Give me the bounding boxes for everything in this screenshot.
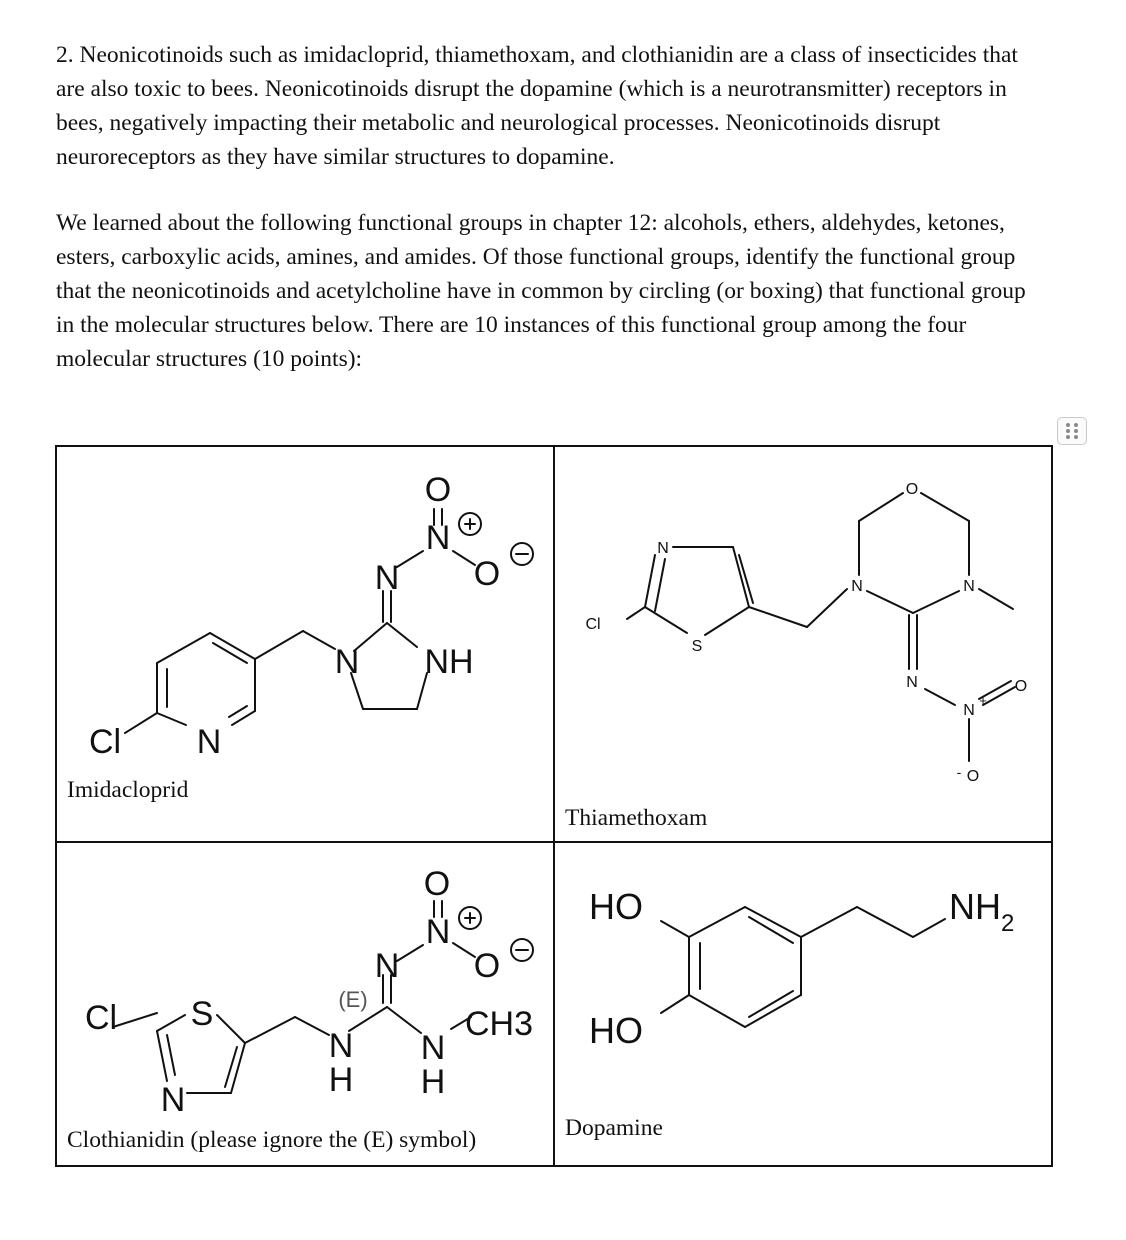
dopamine-amine-nh: NH	[949, 886, 1001, 927]
thiamethoxam-chlorine: Cl	[585, 616, 601, 633]
imidacloprid-oxygen-top: O	[424, 471, 452, 509]
imidacloprid-ring-nitrogen: N	[334, 643, 360, 681]
imidacloprid-oxygen-right: O	[473, 555, 501, 593]
clothianidin-thiazole-nitrogen: N	[160, 1081, 186, 1119]
imidacloprid-chlorine: Cl	[88, 723, 122, 761]
thiamethoxam-cell	[554, 446, 1052, 842]
clothianidin-h-left: H	[328, 1061, 354, 1099]
thiamethoxam-ring-nitrogen-left: N	[851, 578, 863, 595]
dopamine-amine	[949, 886, 1014, 937]
clothianidin-chlorine: Cl	[84, 999, 118, 1037]
drag-handle-icon[interactable]	[1057, 417, 1087, 445]
thiamethoxam-imine-nitrogen: N	[906, 674, 918, 691]
clothianidin-cell	[56, 842, 554, 1166]
thiamethoxam-structure	[555, 447, 1051, 841]
dopamine-caption: Dopamine	[565, 1115, 663, 1141]
clothianidin-sulfur: S	[190, 995, 214, 1033]
imidacloprid-nitro-nitrogen: N	[425, 519, 451, 557]
clothianidin-structure	[57, 843, 553, 1165]
thiamethoxam-caption: Thiamethoxam	[565, 805, 708, 831]
question-paragraph-2: We learned about the following functional groups in chapter 12: alcohols, ethers, aldehydes, ketones, esters, carboxylic acids, amines, and amides. Of those functional groups, identify the functional group that the neonicotinoids and acetylcholine have in common by circling (or boxing) that functional group in the molecular structures below. There are 10 instances of this functional group among the four molecular structures (10 points):	[56, 210, 1026, 372]
imidacloprid-cell	[56, 446, 554, 842]
thiamethoxam-oxygen-single: O	[966, 768, 980, 785]
dopamine-amine-subscript: 2	[1001, 910, 1015, 937]
thiamethoxam-plus-charge: +	[979, 693, 987, 708]
thiamethoxam-ring-nitrogen-right: N	[963, 578, 975, 595]
thiamethoxam-thiazole-nitrogen: N	[657, 540, 669, 557]
clothianidin-imine-nitrogen: N	[374, 947, 400, 985]
imidacloprid-nh: NH	[424, 643, 474, 681]
clothianidin-caption: Clothianidin (please ignore the (E) symbol)	[67, 1127, 477, 1153]
imidacloprid-caption: Imidacloprid	[67, 777, 189, 803]
dopamine-cell	[554, 842, 1052, 1166]
clothianidin-e-symbol: (E)	[338, 987, 368, 1012]
thiamethoxam-ring-oxygen: O	[905, 481, 919, 498]
molecule-table	[55, 445, 1053, 1167]
thiamethoxam-minus-charge: -	[956, 764, 962, 780]
clothianidin-methyl: CH3	[464, 1005, 534, 1043]
dopamine-hydroxyl-bottom: HO	[589, 1010, 643, 1051]
clothianidin-nh-left: N	[328, 1027, 354, 1065]
imidacloprid-pyridine-nitrogen: N	[196, 723, 222, 761]
imidacloprid-imine-nitrogen: N	[374, 559, 400, 597]
thiamethoxam-sulfur: S	[691, 638, 703, 655]
clothianidin-nh-right: N	[420, 1029, 446, 1067]
clothianidin-oxygen-right: O	[473, 947, 501, 985]
question-paragraph-1: 2. Neonicotinoids such as imidacloprid, thiamethoxam, and clothianidin are a class of insecticides that are also toxic to bees. Neonicotinoids disrupt the dopamine (which is a neurotransmitter) receptors in bees, negatively impacting their metabolic and neurological processes. Neonicotinoids disrupt neuroreceptors as they have similar structures to dopamine.	[56, 42, 1018, 170]
clothianidin-h-right: H	[420, 1063, 446, 1101]
thiamethoxam-nitro-nitrogen: N	[963, 702, 975, 719]
clothianidin-oxygen-top: O	[423, 865, 451, 903]
clothianidin-nitro-nitrogen: N	[425, 913, 451, 951]
thiamethoxam-oxygen-double: O	[1014, 678, 1028, 695]
dopamine-hydroxyl-top: HO	[589, 886, 643, 927]
